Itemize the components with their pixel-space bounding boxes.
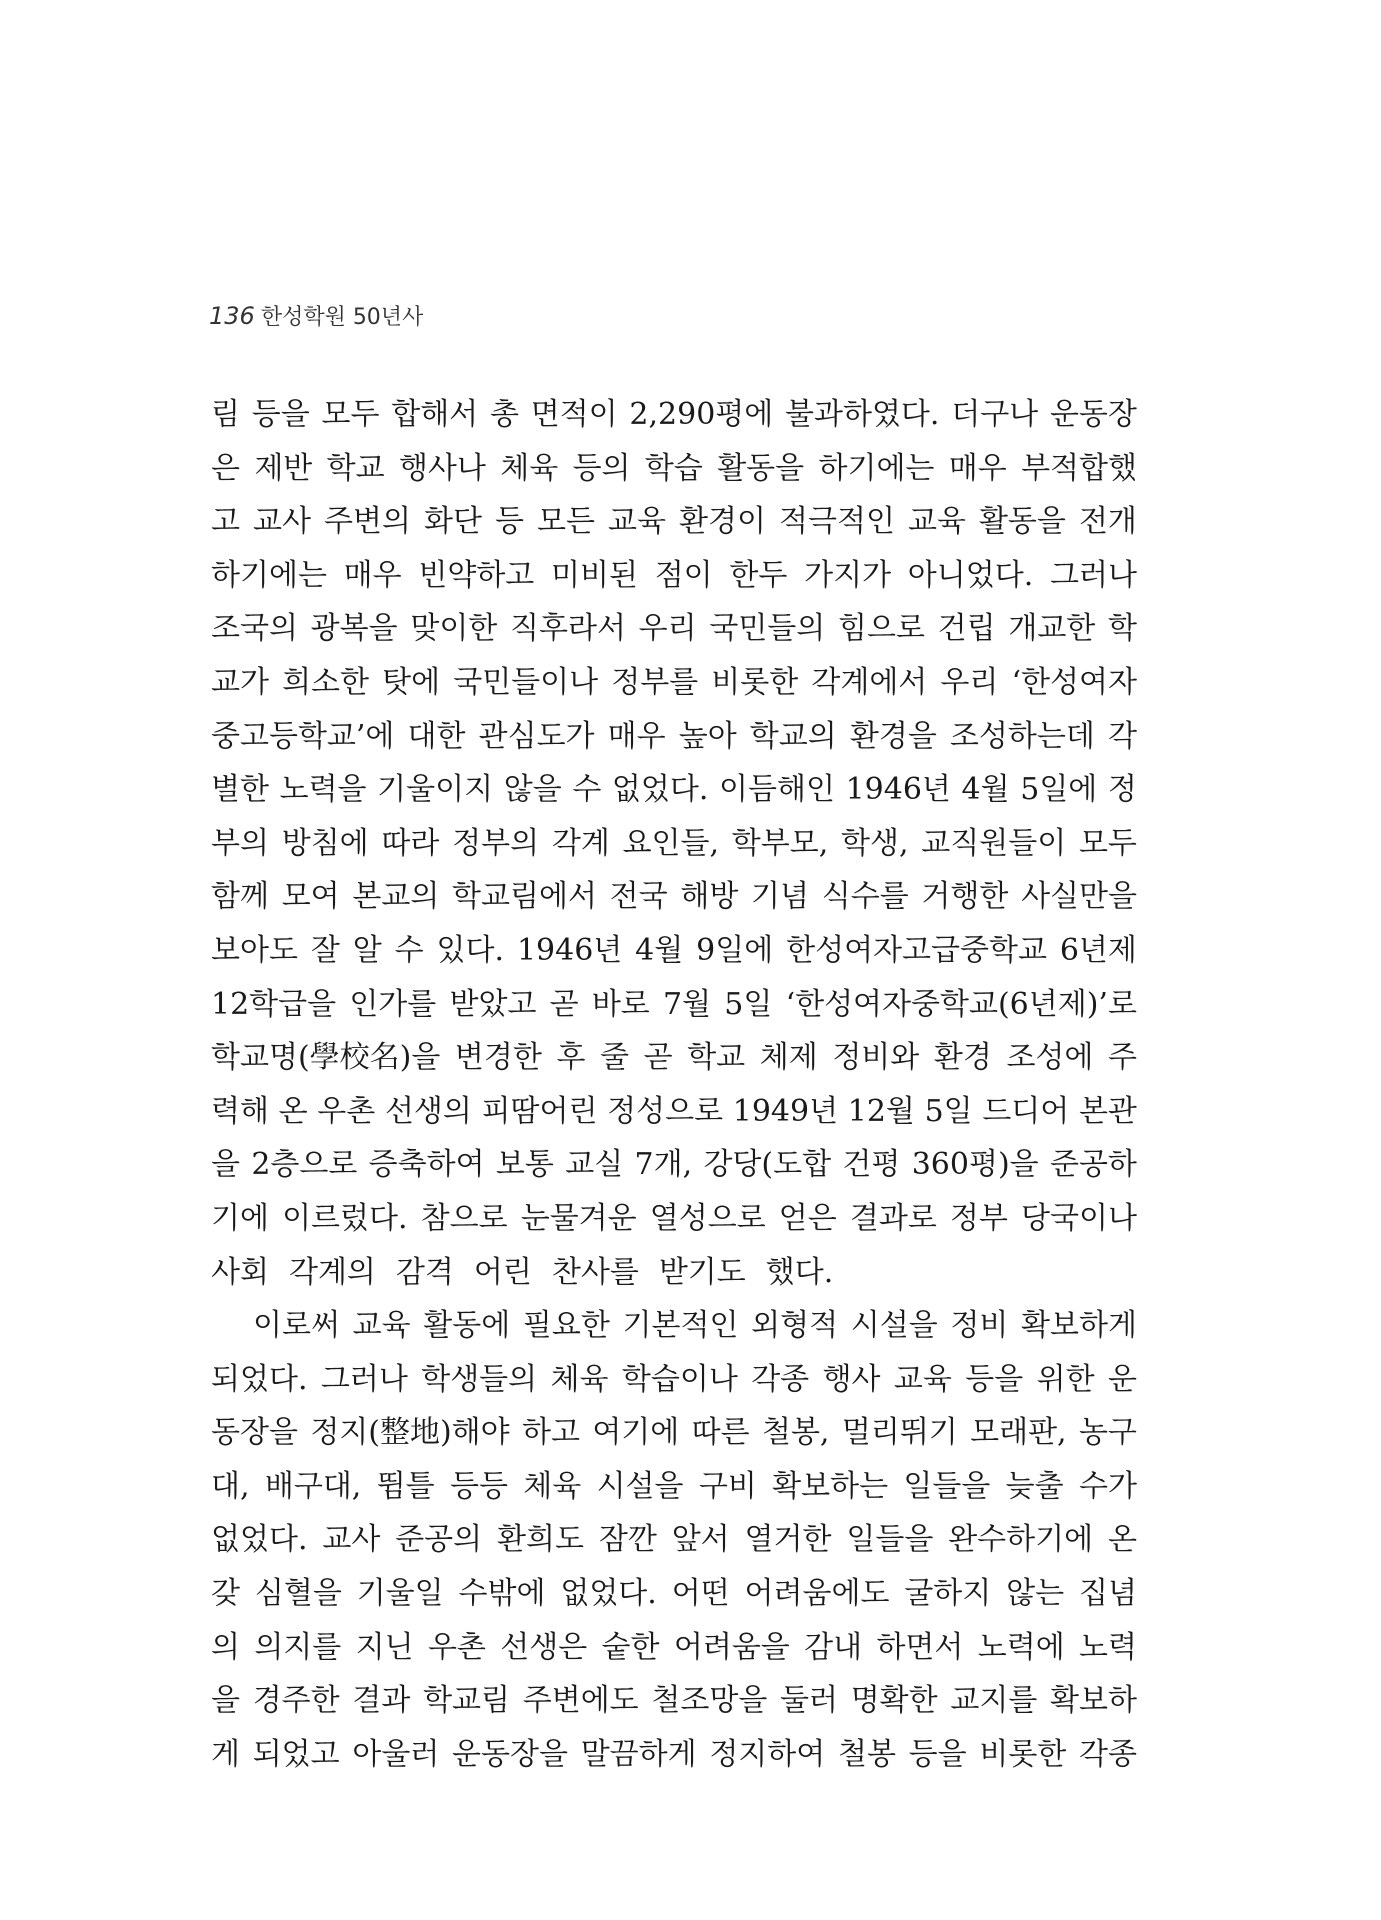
word: 행사: [822, 1361, 881, 1397]
word: 5일: [924, 1093, 973, 1129]
word: 필요한: [522, 1308, 610, 1344]
word: 활동을: [978, 504, 1066, 540]
word: 등을: [965, 1361, 1024, 1397]
text-line: [211, 978, 1137, 1032]
word: 확보하: [1050, 1683, 1137, 1719]
book-title: 한성학원 50년사: [260, 305, 424, 330]
word: 총: [489, 397, 519, 432]
word: 그러나: [320, 1361, 408, 1397]
word: 드디어: [982, 1093, 1070, 1129]
word: 수: [394, 932, 424, 968]
word: ‘한성여자중학교(6년제)’로: [785, 986, 1137, 1022]
word: 학: [1108, 611, 1137, 647]
word: 제반: [254, 450, 313, 486]
word: 따른: [691, 1415, 750, 1451]
word: 가지가: [804, 557, 892, 593]
word: 학생,: [841, 825, 909, 861]
word: 변경한: [454, 1040, 542, 1076]
word: 함께: [211, 879, 269, 915]
word: 교육: [907, 504, 966, 540]
word: 5일에: [1020, 772, 1098, 808]
word: 환경: [933, 1040, 992, 1076]
word: 각계의: [288, 1254, 376, 1290]
word: 열거한: [744, 1522, 832, 1558]
word: 어린: [473, 1254, 532, 1290]
word: 힘으로: [837, 611, 925, 647]
word: 건평: [842, 1147, 901, 1183]
word: 찬사를: [551, 1254, 639, 1290]
word: 학습: [644, 450, 703, 486]
word: 화단: [424, 504, 482, 540]
word: 방침에: [281, 825, 369, 861]
word: 기념: [751, 879, 810, 915]
word: 체육: [550, 1361, 609, 1397]
word: 되었고: [252, 1736, 340, 1772]
word: 않는: [1006, 1576, 1065, 1612]
word: 부의: [211, 825, 269, 861]
word: 농구: [1078, 1415, 1137, 1451]
word: 않을: [503, 772, 562, 808]
word: 대한: [407, 718, 466, 754]
word: 등등: [449, 1468, 508, 1504]
text-line: [211, 1513, 1137, 1567]
word: 정비와: [832, 1040, 920, 1076]
word: 림: [211, 397, 240, 432]
word: 학교의: [749, 718, 837, 754]
word: 인가를: [349, 986, 437, 1022]
word: 7개,: [634, 1147, 693, 1183]
word: 학교림에서: [452, 879, 597, 915]
word: 학습이나: [621, 1361, 738, 1397]
word: 맞이한: [410, 611, 498, 647]
word: 후: [556, 1040, 586, 1076]
text-line: [211, 1567, 1137, 1621]
word: 본관: [1078, 1093, 1137, 1129]
word: 준공하: [1049, 1147, 1137, 1183]
word: 광복을: [310, 611, 398, 647]
word: 체제: [759, 1040, 818, 1076]
word: 위한: [1036, 1361, 1095, 1397]
word: 명확한: [850, 1683, 938, 1719]
word: 완수하기에: [948, 1522, 1094, 1558]
text-line: [211, 1246, 1137, 1300]
word: 본교의: [352, 879, 440, 915]
word: 바로: [591, 986, 650, 1022]
word: 배구대,: [264, 1468, 362, 1504]
word: 운동장을: [452, 1736, 568, 1772]
word: 의: [211, 1629, 240, 1665]
word: 환경을: [849, 718, 937, 754]
word: 그러나: [1050, 557, 1137, 593]
word: 을: [211, 1683, 240, 1719]
word: 각계에서: [811, 664, 928, 700]
word: 관심도가: [478, 718, 595, 754]
word: 하면서: [876, 1629, 964, 1665]
word: 360평)을: [911, 1147, 1039, 1183]
word: 되었다.: [211, 1361, 308, 1397]
word: 각계: [551, 825, 610, 861]
word: 기본적인: [622, 1308, 739, 1344]
word: 별한: [211, 772, 269, 808]
word: 게: [211, 1736, 240, 1772]
text-line: [211, 388, 1137, 442]
word: 철조망을: [651, 1683, 768, 1719]
word: 더구나: [951, 397, 1039, 432]
word: 탓에: [382, 664, 441, 700]
word: 력해: [211, 1093, 269, 1129]
word: 했다.: [765, 1254, 834, 1290]
page-number: 136: [209, 302, 255, 330]
word: 노력에: [977, 1629, 1065, 1665]
word: 일들을: [846, 1522, 934, 1558]
paragraph: [211, 388, 1137, 1299]
word: 부적합했: [1021, 450, 1137, 486]
word: 동장을: [211, 1415, 298, 1451]
word: 시설을: [850, 1308, 938, 1344]
word: 없었다.: [211, 1522, 308, 1558]
word: 늦출: [1005, 1468, 1064, 1504]
word: 각종: [751, 1361, 810, 1397]
word: 온: [278, 1093, 308, 1129]
word: 교직원들이: [921, 825, 1067, 861]
paragraph: [211, 1299, 1137, 1781]
text-line: [211, 870, 1137, 924]
text-line: [211, 656, 1137, 710]
word: 적극적인: [779, 504, 895, 540]
word: 교지를: [950, 1683, 1038, 1719]
text-line: [211, 763, 1137, 817]
word: 비롯한: [711, 664, 799, 700]
word: 요인들,: [622, 825, 720, 861]
word: 주변에도: [522, 1683, 639, 1719]
word: 주변의: [324, 504, 411, 540]
text-line: [211, 1728, 1137, 1782]
word: 선생의: [384, 1093, 472, 1129]
word: 받았고: [449, 986, 537, 1022]
word: 비롯한: [979, 1736, 1067, 1772]
word: 증축하여: [368, 1147, 485, 1183]
word: 전국: [609, 879, 668, 915]
word: 보아도: [211, 932, 298, 968]
word: 높아: [678, 718, 737, 754]
word: 각: [1107, 718, 1137, 754]
word: 확보하게: [1021, 1308, 1137, 1344]
text-line: [211, 602, 1137, 656]
word: 한성여자고급중학교: [786, 932, 1047, 968]
word: 정: [1107, 772, 1137, 808]
word: 7월: [663, 986, 712, 1022]
word: 하기에는: [818, 450, 935, 486]
word: 알: [352, 932, 382, 968]
text-line: [211, 1406, 1137, 1460]
word: 여기에: [592, 1415, 680, 1451]
word: 각종: [1079, 1736, 1137, 1772]
word: 선생은: [500, 1629, 588, 1665]
word: 기울이지: [377, 772, 494, 808]
word: 학교림: [423, 1683, 511, 1719]
word: 기울일: [356, 1576, 444, 1612]
word: 식수를: [821, 879, 909, 915]
word: 2,290평에: [629, 397, 774, 432]
word: 둘러: [780, 1683, 838, 1719]
word: 정비: [950, 1308, 1009, 1344]
word: 합해서: [391, 397, 479, 432]
word: 건립: [937, 611, 996, 647]
word: 수밖에: [458, 1576, 546, 1612]
word: 전개: [1078, 504, 1137, 540]
word: 노력을: [279, 772, 367, 808]
word: 매우: [948, 450, 1007, 486]
word: 어떤: [671, 1576, 730, 1612]
word: 조국의: [211, 611, 298, 647]
text-line: [211, 1621, 1137, 1675]
word: 있다.: [436, 932, 505, 968]
word: 교사: [253, 504, 311, 540]
word: 눈물겨운: [520, 1200, 637, 1236]
word: 없었다.: [611, 772, 709, 808]
text-line: [211, 1031, 1137, 1085]
body-text: [211, 388, 1137, 1781]
word: 1949년: [732, 1093, 839, 1129]
word: 보통: [495, 1147, 554, 1183]
word: 시설을: [596, 1468, 684, 1504]
word: 을: [211, 1147, 240, 1183]
word: 앞서: [671, 1522, 730, 1558]
word: 우리: [940, 664, 999, 700]
word: 기에: [211, 1200, 269, 1236]
word: 당국이나: [1021, 1200, 1137, 1236]
word: 굴하지: [904, 1576, 992, 1612]
word: 수가: [1078, 1468, 1137, 1504]
word: 우촌: [317, 1093, 376, 1129]
word: 감격: [395, 1254, 454, 1290]
word: 정부: [949, 1200, 1008, 1236]
word: 정부의: [452, 825, 540, 861]
word: 거행한: [921, 879, 1009, 915]
text-line: [211, 495, 1137, 549]
word: 면적이: [530, 397, 618, 432]
word: 아니었다.: [907, 557, 1034, 593]
word: 등을: [908, 1736, 967, 1772]
word: 결과: [352, 1683, 411, 1719]
word: 활동을: [717, 450, 805, 486]
word: 고: [211, 504, 240, 540]
word: 학교: [687, 1040, 746, 1076]
word: 등을: [251, 397, 310, 432]
word: 1946년: [845, 772, 951, 808]
word: 교가: [211, 664, 269, 700]
word: 환희도: [497, 1522, 584, 1558]
text-line: [211, 1460, 1137, 1514]
word: 학부모,: [731, 825, 829, 861]
word: 행사나: [398, 450, 486, 486]
word: 정지(整地)해야: [310, 1415, 510, 1451]
word: 모두: [1078, 825, 1137, 861]
word: 교육: [608, 504, 666, 540]
word: 철봉,: [761, 1415, 830, 1451]
word: 수: [572, 772, 602, 808]
word: 5일: [724, 986, 773, 1022]
word: 우촌: [427, 1629, 486, 1665]
word: 6년제: [1059, 932, 1137, 968]
text-line: [211, 817, 1137, 871]
word: 심혈을: [254, 1576, 342, 1612]
word: 등의: [572, 450, 631, 486]
word: 숱한: [601, 1629, 660, 1665]
word: 4월: [961, 772, 1010, 808]
word: 갖: [211, 1576, 240, 1612]
word: 어려움에도: [744, 1576, 890, 1612]
word: 결과로: [849, 1200, 937, 1236]
word: 불과하였다.: [785, 397, 940, 432]
word: 철봉: [837, 1736, 896, 1772]
word: 하기에는: [211, 557, 327, 593]
word: 경주한: [252, 1683, 340, 1719]
word: 외형적: [751, 1308, 839, 1344]
word: 조성에: [1006, 1040, 1094, 1076]
word: 희소한: [282, 664, 370, 700]
text-line: [211, 710, 1137, 764]
word: 미비된: [551, 557, 638, 593]
word: 감내: [804, 1629, 863, 1665]
word: 4월: [635, 932, 684, 968]
word: 의지를: [254, 1629, 342, 1665]
word: 운동장: [1049, 397, 1137, 432]
word: 없었다.: [560, 1576, 657, 1612]
word: 우리: [638, 611, 697, 647]
word: 1946년: [516, 932, 623, 968]
word: 곧: [549, 986, 579, 1022]
word: 주: [1107, 1040, 1137, 1076]
text-line: [211, 1674, 1137, 1728]
word: 학교: [326, 450, 385, 486]
word: 정지하여: [709, 1736, 826, 1772]
word: 따라: [381, 825, 440, 861]
word: 환경이: [679, 504, 766, 540]
word: 사회: [211, 1254, 269, 1290]
word: 직후라서: [510, 611, 626, 647]
word: 활동에: [423, 1308, 511, 1344]
text-line: [211, 924, 1137, 978]
text-line: [211, 1138, 1137, 1192]
word: 점이: [654, 557, 713, 593]
word: 참으로: [420, 1200, 508, 1236]
word: 이로써: [253, 1308, 340, 1344]
word: 받기도: [658, 1254, 746, 1290]
text-line: [211, 1085, 1137, 1139]
word: 뜀틀: [376, 1468, 435, 1504]
word: 곧: [643, 1040, 673, 1076]
word: 교육: [352, 1308, 411, 1344]
running-header: [209, 300, 423, 331]
word: 집념: [1079, 1576, 1137, 1612]
word: 멀리뛰기: [841, 1415, 958, 1451]
word: 사실만을: [1021, 879, 1137, 915]
word: 한두: [729, 557, 788, 593]
word: 빈약하고: [418, 557, 535, 593]
text-line: [211, 1299, 1137, 1353]
word: 얻은: [778, 1200, 837, 1236]
word: 일들을: [903, 1468, 991, 1504]
text-line: [211, 1353, 1137, 1407]
word: 모여: [281, 879, 340, 915]
word: 체육: [523, 1468, 582, 1504]
word: 어려움을: [673, 1629, 790, 1665]
word: 매우: [607, 718, 666, 754]
text-line: [211, 442, 1137, 496]
word: 노력: [1079, 1629, 1137, 1665]
word: 매우: [343, 557, 402, 593]
word: 잘: [310, 932, 340, 968]
word: 은: [211, 450, 240, 486]
word: 학교명(學校名)을: [211, 1040, 441, 1076]
word: 온: [1107, 1522, 1137, 1558]
word: 운: [1108, 1361, 1137, 1397]
word: 확보하는: [772, 1468, 889, 1504]
word: 강당(도합: [703, 1147, 832, 1183]
word: 개교한: [1008, 611, 1096, 647]
word: 학생들의: [421, 1361, 538, 1397]
word: 준공의: [395, 1522, 483, 1558]
word: 모두: [321, 397, 380, 432]
word: 9일에: [696, 932, 774, 968]
word: 아울러: [352, 1736, 440, 1772]
word: 잠깐: [598, 1522, 657, 1558]
word: 2층으로: [251, 1147, 358, 1183]
word: 구비: [698, 1468, 757, 1504]
word: 교육: [893, 1361, 952, 1397]
word: ‘한성여자: [1011, 664, 1137, 700]
word: 12학급을: [211, 986, 337, 1022]
word: 하고: [522, 1415, 580, 1451]
text-line: [211, 1192, 1137, 1246]
word: 모든: [537, 504, 595, 540]
word: 해방: [680, 879, 739, 915]
word: 12월: [847, 1093, 915, 1129]
word: 등: [495, 504, 524, 540]
word: 정부를: [611, 664, 699, 700]
word: 국민들이나: [453, 664, 599, 700]
word: 열성으로: [649, 1200, 766, 1236]
text-line: [211, 549, 1137, 603]
word: 대,: [211, 1468, 250, 1504]
word: 교실: [565, 1147, 624, 1183]
word: 중고등학교’에: [211, 718, 395, 754]
word: 체육: [500, 450, 559, 486]
word: 피땀어린: [481, 1093, 598, 1129]
word: 조성하는데: [949, 718, 1095, 754]
word: 줄: [600, 1040, 630, 1076]
word: 정성으로: [607, 1093, 724, 1129]
word: 이르렀다.: [282, 1200, 408, 1236]
word: 교사: [322, 1522, 381, 1558]
word: 모래판,: [970, 1415, 1067, 1451]
word: 지닌: [355, 1629, 414, 1665]
word: 말끔하게: [580, 1736, 697, 1772]
word: 국민들의: [709, 611, 826, 647]
word: 이듬해인: [719, 772, 835, 808]
